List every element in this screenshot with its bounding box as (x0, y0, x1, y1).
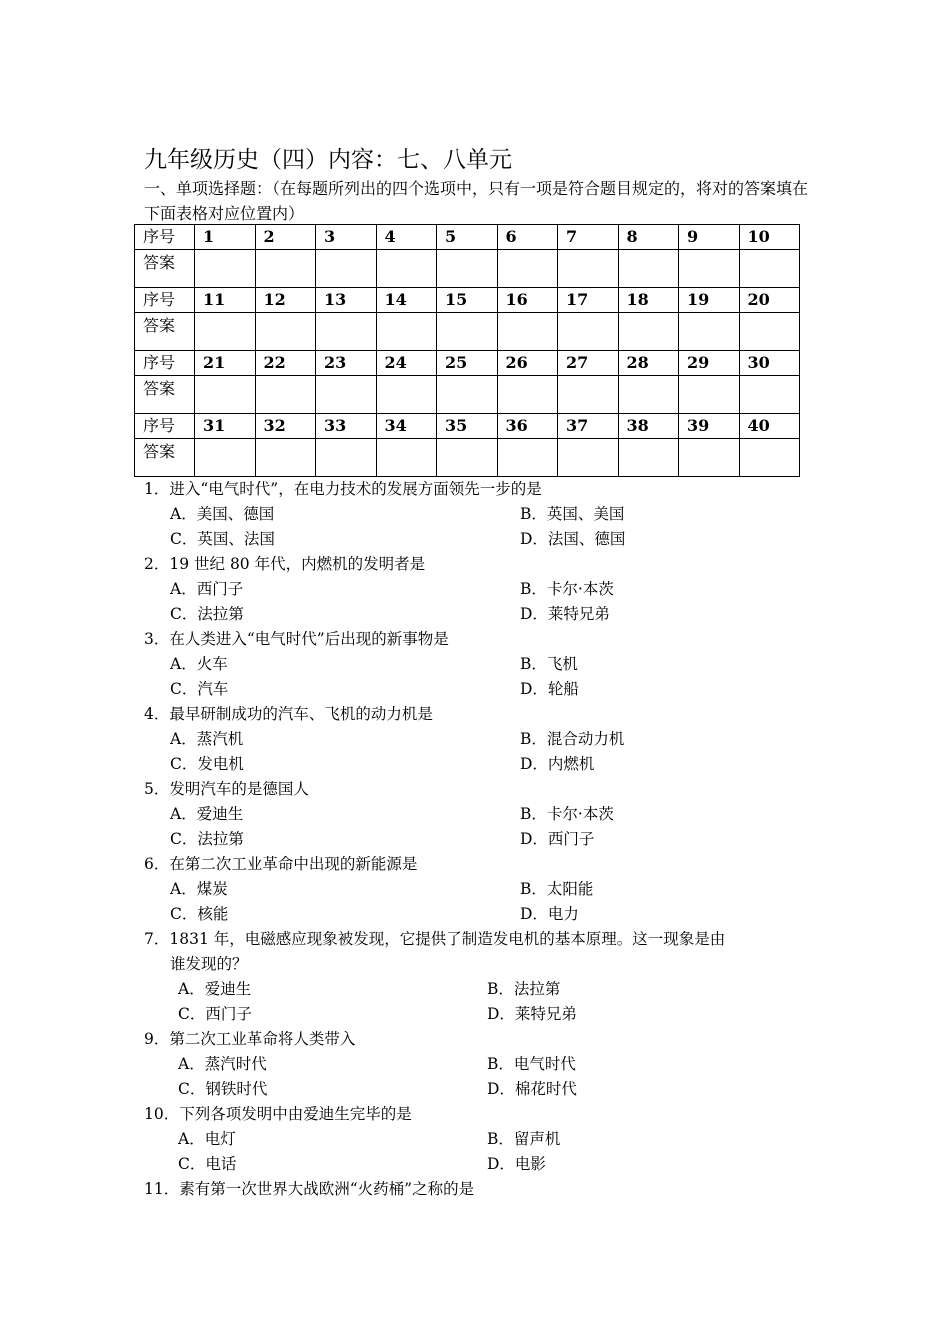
question-item (144, 477, 844, 552)
answer-cell[interactable] (316, 376, 377, 414)
option-d[interactable]: D．莱特兄弟 (520, 605, 610, 623)
question-stem: 9．第二次工业革命将人类带入 (144, 1030, 356, 1048)
option-b[interactable]: B．太阳能 (520, 880, 594, 898)
question-number-cell: 1 (195, 225, 256, 250)
option-a[interactable]: A．爱迪生 (170, 805, 244, 823)
answer-cell[interactable] (195, 376, 256, 414)
options-group (144, 977, 844, 1027)
question-item (144, 627, 844, 702)
option-b[interactable]: B．英国、美国 (520, 505, 625, 523)
answer-cell[interactable] (255, 313, 316, 351)
answer-label: 答案 (135, 376, 195, 414)
answer-cell[interactable] (376, 313, 437, 351)
question-number-cell: 9 (679, 225, 740, 250)
option-d[interactable]: D．莱特兄弟 (487, 1005, 577, 1023)
question-number-cell: 21 (195, 351, 256, 376)
answer-cell[interactable] (679, 250, 740, 288)
answer-cell[interactable] (618, 313, 679, 351)
options-group (144, 502, 844, 552)
option-d[interactable]: D．电影 (487, 1155, 546, 1173)
question-number-cell: 39 (679, 414, 740, 439)
answer-cell[interactable] (437, 376, 498, 414)
option-a[interactable]: A．电灯 (178, 1130, 236, 1148)
question-list (144, 477, 844, 1202)
answer-cell[interactable] (739, 313, 800, 351)
options-group (144, 727, 844, 777)
option-b[interactable]: B．卡尔·本茨 (520, 805, 614, 823)
question-number-cell: 15 (437, 288, 498, 313)
question-number-cell: 11 (195, 288, 256, 313)
seq-row (135, 225, 800, 250)
answer-row (135, 439, 800, 477)
question-item (144, 552, 844, 627)
option-c[interactable]: C．英国、法国 (170, 530, 275, 548)
answer-cell[interactable] (195, 250, 256, 288)
question-number-cell: 19 (679, 288, 740, 313)
option-d[interactable]: D．棉花时代 (487, 1080, 577, 1098)
question-number-cell: 14 (376, 288, 437, 313)
question-number-cell: 22 (255, 351, 316, 376)
answer-cell[interactable] (316, 313, 377, 351)
question-number-cell: 29 (679, 351, 740, 376)
options-group (144, 1052, 844, 1102)
question-number-cell: 35 (437, 414, 498, 439)
question-stem: 2．19 世纪 80 年代，内燃机的发明者是 (144, 555, 426, 573)
question-number-cell: 6 (497, 225, 558, 250)
question-item (144, 1177, 844, 1202)
answer-cell[interactable] (255, 439, 316, 477)
answer-label: 答案 (135, 439, 195, 477)
question-number-cell: 30 (739, 351, 800, 376)
answer-cell[interactable] (618, 376, 679, 414)
answer-cell[interactable] (739, 439, 800, 477)
answer-cell[interactable] (497, 313, 558, 351)
option-d[interactable]: D．轮船 (520, 680, 579, 698)
question-number-cell: 34 (376, 414, 437, 439)
option-d[interactable]: D．法国、德国 (520, 530, 626, 548)
question-number-cell: 18 (618, 288, 679, 313)
question-item (144, 702, 844, 777)
answer-cell[interactable] (679, 439, 740, 477)
option-b[interactable]: B．卡尔·本茨 (520, 580, 614, 598)
question-stem: 10．下列各项发明中由爱迪生完毕的是 (144, 1105, 412, 1123)
answer-cell[interactable] (437, 313, 498, 351)
option-d[interactable]: D．电力 (520, 905, 579, 923)
option-d[interactable]: D．内燃机 (520, 755, 595, 773)
option-a[interactable]: A．蒸汽机 (170, 730, 244, 748)
seq-row (135, 414, 800, 439)
option-c[interactable]: C．发电机 (170, 755, 244, 773)
answer-cell[interactable] (497, 439, 558, 477)
question-number-cell: 32 (255, 414, 316, 439)
question-stem: 3．在人类进入“电气时代”后出现的新事物是 (144, 630, 449, 648)
answer-cell[interactable] (739, 250, 800, 288)
option-b[interactable]: B．飞机 (520, 655, 578, 673)
question-stem: 1．进入“电气时代”，在电力技术的发展方面领先一步的是 (144, 480, 542, 498)
question-number-cell: 27 (558, 351, 619, 376)
option-a[interactable]: A．爱迪生 (178, 980, 252, 998)
question-number-cell: 20 (739, 288, 800, 313)
options-group (144, 877, 844, 927)
answer-cell[interactable] (195, 313, 256, 351)
answer-cell[interactable] (376, 250, 437, 288)
option-b[interactable]: B．留声机 (487, 1130, 561, 1148)
question-stem: 6．在第二次工业革命中出现的新能源是 (144, 855, 418, 873)
question-number-cell: 40 (739, 414, 800, 439)
question-number-cell: 16 (497, 288, 558, 313)
answer-row (135, 313, 800, 351)
answer-cell[interactable] (316, 439, 377, 477)
options-group (144, 1127, 844, 1177)
answer-cell[interactable] (679, 313, 740, 351)
question-number-cell: 25 (437, 351, 498, 376)
option-a[interactable]: A．煤炭 (170, 880, 228, 898)
question-number-cell: 12 (255, 288, 316, 313)
answer-cell[interactable] (497, 376, 558, 414)
options-group (144, 802, 844, 852)
page-title: 九年级历史（四）内容：七、八单元 (144, 147, 512, 173)
answer-cell[interactable] (739, 376, 800, 414)
option-c[interactable]: C．汽车 (170, 680, 229, 698)
question-number-cell: 23 (316, 351, 377, 376)
question-stem: 7．1831 年，电磁感应现象被发现，它提供了制造发电机的基本原理。这一现象是由 (144, 930, 726, 948)
question-number-cell: 36 (497, 414, 558, 439)
seq-label: 序号 (135, 225, 195, 250)
option-a[interactable]: A．美国、德国 (170, 505, 275, 523)
answer-cell[interactable] (437, 439, 498, 477)
seq-row (135, 288, 800, 313)
option-a[interactable]: A．西门子 (170, 580, 244, 598)
option-b[interactable]: B．混合动力机 (520, 730, 625, 748)
option-c[interactable]: C．电话 (178, 1155, 237, 1173)
question-number-cell: 4 (376, 225, 437, 250)
answer-cell[interactable] (376, 439, 437, 477)
question-number-cell: 37 (558, 414, 619, 439)
question-number-cell: 28 (618, 351, 679, 376)
answer-cell[interactable] (558, 313, 619, 351)
answer-cell[interactable] (497, 250, 558, 288)
question-number-cell: 2 (255, 225, 316, 250)
options-group (144, 577, 844, 627)
answer-cell[interactable] (679, 376, 740, 414)
option-a[interactable]: A．蒸汽时代 (178, 1055, 267, 1073)
question-item (144, 777, 844, 852)
section-instructions: 一、单项选择题：（在每题所列出的四个选项中，只有一项是符合题目规定的，将对的答案填在下面表格对应位置内） (144, 179, 809, 223)
seq-label: 序号 (135, 414, 195, 439)
option-c[interactable]: C．钢铁时代 (178, 1080, 268, 1098)
option-c[interactable]: C．法拉第 (170, 830, 244, 848)
question-number-cell: 31 (195, 414, 256, 439)
answer-cell[interactable] (618, 439, 679, 477)
question-stem-continued: 谁发现的？ (170, 955, 248, 973)
seq-label: 序号 (135, 288, 195, 313)
question-stem: 11．素有第一次世界大战欧洲“火药桶”之称的是 (144, 1180, 475, 1198)
question-number-cell: 24 (376, 351, 437, 376)
question-number-cell: 7 (558, 225, 619, 250)
answer-cell[interactable] (437, 250, 498, 288)
question-item (144, 1027, 844, 1102)
option-a[interactable]: A．火车 (170, 655, 228, 673)
option-b[interactable]: B．电气时代 (487, 1055, 576, 1073)
answer-cell[interactable] (255, 250, 316, 288)
answer-label: 答案 (135, 313, 195, 351)
options-group (144, 652, 844, 702)
seq-row (135, 351, 800, 376)
question-number-cell: 5 (437, 225, 498, 250)
answer-row (135, 376, 800, 414)
question-number-cell: 26 (497, 351, 558, 376)
answer-cell[interactable] (558, 376, 619, 414)
answer-cell[interactable] (195, 439, 256, 477)
question-item (144, 1102, 844, 1177)
question-number-cell: 13 (316, 288, 377, 313)
option-c[interactable]: C．西门子 (178, 1005, 252, 1023)
question-stem: 5．发明汽车的是德国人 (144, 780, 309, 798)
seq-label: 序号 (135, 351, 195, 376)
option-c[interactable]: C．法拉第 (170, 605, 244, 623)
answer-cell[interactable] (618, 250, 679, 288)
answer-cell[interactable] (316, 250, 377, 288)
question-number-cell: 3 (316, 225, 377, 250)
answer-cell[interactable] (558, 439, 619, 477)
question-number-cell: 38 (618, 414, 679, 439)
question-number-cell: 17 (558, 288, 619, 313)
answer-table (134, 224, 800, 477)
question-item (144, 927, 844, 1027)
question-item (144, 852, 844, 927)
answer-row (135, 250, 800, 288)
answer-cell[interactable] (376, 376, 437, 414)
answer-cell[interactable] (255, 376, 316, 414)
question-number-cell: 10 (739, 225, 800, 250)
answer-label: 答案 (135, 250, 195, 288)
option-c[interactable]: C．核能 (170, 905, 229, 923)
answer-cell[interactable] (558, 250, 619, 288)
question-number-cell: 8 (618, 225, 679, 250)
option-d[interactable]: D．西门子 (520, 830, 595, 848)
question-number-cell: 33 (316, 414, 377, 439)
question-stem: 4．最早研制成功的汽车、飞机的动力机是 (144, 705, 433, 723)
option-b[interactable]: B．法拉第 (487, 980, 561, 998)
